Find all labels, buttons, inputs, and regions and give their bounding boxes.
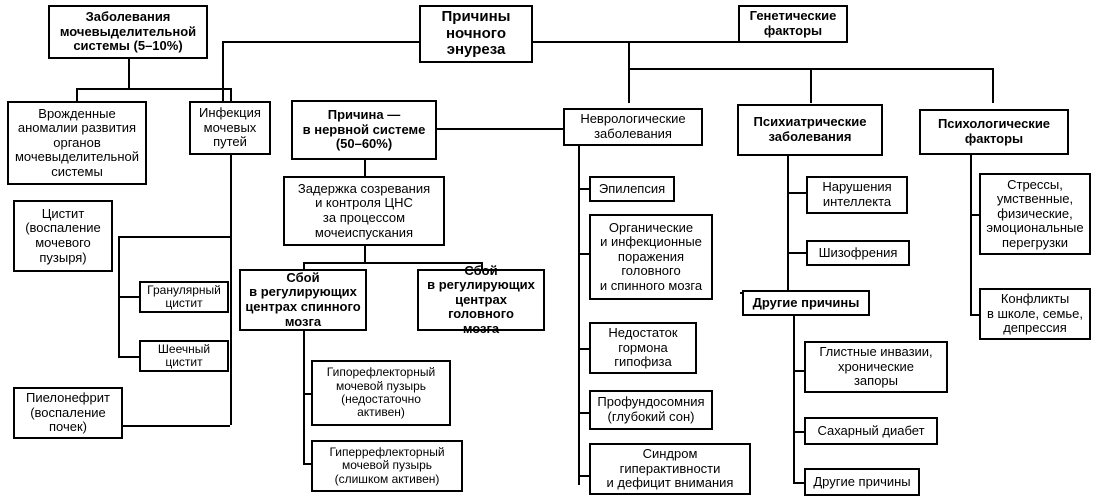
connector [230,155,232,425]
connector [628,41,630,103]
node-diabetes[interactable] [804,417,938,445]
node-adhd-syndrome[interactable] [589,443,751,495]
connector [122,425,230,427]
node-main-title[interactable] [419,5,533,63]
node-delay-maturation[interactable] [283,176,445,246]
node-hyperreflexive-bladder[interactable] [311,440,463,492]
node-worm-invasions[interactable] [804,341,948,393]
node-neck-cystitis[interactable] [139,340,229,372]
node-label: Причины ночного энуреза [441,7,511,59]
connector [578,145,580,485]
node-label: Гиперрефлекторный мочевой пузырь (слишком активен) [329,444,445,486]
node-label: Стрессы, умственные, физические, эмоциональные перегрузки [986,176,1084,250]
connector [364,246,366,262]
node-cystitis[interactable] [13,200,113,272]
node-pituitary-deficiency[interactable] [589,322,697,374]
connector [128,58,130,88]
node-label: Нарушения интеллекта [822,179,892,209]
node-label: Недостаток гормона гипофиза [608,325,678,370]
node-granular-cystitis[interactable] [139,281,229,313]
node-label: Задержка созревания и контроля ЦНС за процессом мочеиспускания [297,180,431,240]
node-urinary-infection[interactable] [189,101,271,155]
node-label: Заболевания мочевыделительной системы (5–10%) [59,9,197,54]
node-label: Психологические факторы [937,116,1051,146]
node-spinal-centers-failure[interactable] [239,269,367,331]
node-label: Инфекция мочевых путей [199,105,261,150]
node-label: Другие причины [813,473,911,489]
connector [787,155,789,260]
node-label: Шеечный цистит [157,341,211,369]
node-label: Психиатрические заболевания [753,114,867,144]
node-label: Конфликты в школе, семье, депрессия [986,291,1084,336]
node-conflicts-depression[interactable] [979,288,1091,340]
node-label: Врожденные аномалии развития органов мочевыделительной системы [14,105,139,179]
connector [76,88,232,90]
node-label: Сбой в регулирующих центрах спинного мозга [245,269,361,329]
node-other-causes-header[interactable] [742,290,870,316]
node-label: Глистные инвазии, хронические запоры [819,344,933,389]
connector [810,68,812,103]
connector [787,260,789,292]
node-organic-infectious-lesions[interactable] [589,214,713,300]
connector [970,155,972,315]
connector [118,296,140,298]
node-neurological-diseases[interactable] [563,108,703,146]
node-label: Органические и инфекционные поражения головного и спинного мозга [599,219,703,293]
connector [787,252,807,254]
node-stress-overload[interactable] [979,173,1091,255]
node-psychological-factors[interactable] [919,109,1069,155]
node-label: Генетические факторы [749,8,837,38]
connector [364,160,366,176]
node-other-causes-leaf[interactable] [804,468,920,496]
node-congenital-anomalies[interactable] [7,101,147,185]
node-urinary-diseases[interactable] [48,5,208,59]
node-psychiatric-diseases[interactable] [737,104,883,156]
node-brain-centers-failure[interactable] [417,262,545,336]
node-label: Причина — в нервной системе (50–60%) [302,107,426,152]
node-label: Сахарный диабет [817,422,925,438]
node-hyporeflexive-bladder[interactable] [311,360,451,426]
node-nervous-cause[interactable] [291,100,437,160]
connector [437,128,563,130]
node-label: Шизофрения [818,244,898,260]
node-label: Сбой в регулирующих центрах головного мозга [427,262,535,336]
connector [787,192,807,194]
node-schizophrenia[interactable] [806,240,910,266]
connector [303,262,305,269]
connector [992,68,994,103]
connector [303,330,305,463]
node-label: Гипорефлекторный мочевой пузырь (недостаточно активен) [326,365,436,420]
node-profundosomnia[interactable] [589,390,713,430]
node-label: Другие причины [752,294,860,310]
node-epilepsy[interactable] [589,176,675,202]
node-label: Профундосомния (глубокий сон) [597,394,705,424]
node-label: Эпилепсия [598,180,666,196]
node-label: Синдром гиперактивности и дефицит внимания [606,446,734,491]
node-label: Цистит (воспаление мочевого пузыря) [25,205,101,265]
connector [793,312,795,482]
node-pyelonephritis[interactable] [13,387,123,439]
node-intellect-disorders[interactable] [806,176,908,214]
connector [118,356,140,358]
node-label: Гранулярный цистит [147,282,221,310]
connector [118,236,230,238]
node-label: Пиелонефрит (воспаление почек) [26,390,110,435]
connector [222,41,224,103]
node-label: Неврологические заболевания [580,111,686,141]
node-genetic-factors[interactable] [738,5,848,43]
